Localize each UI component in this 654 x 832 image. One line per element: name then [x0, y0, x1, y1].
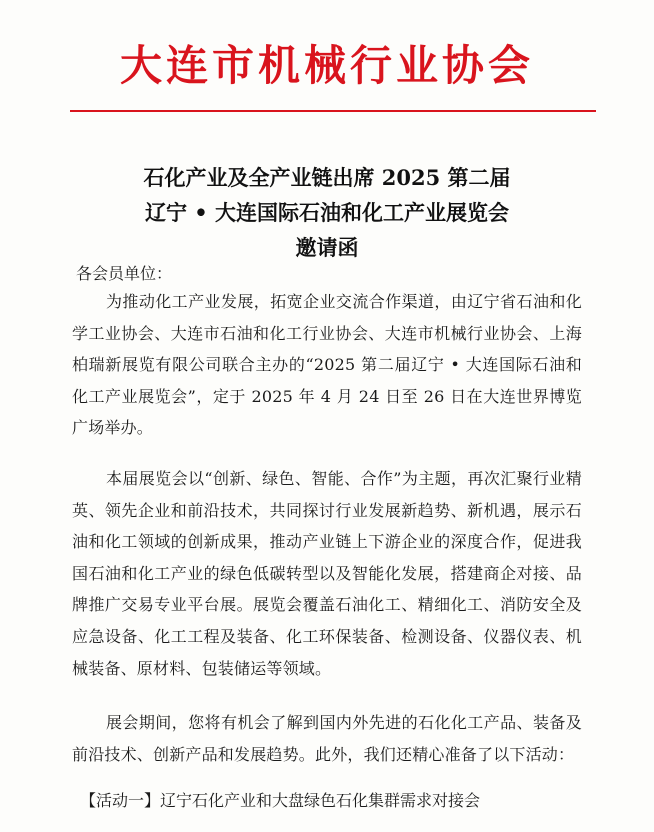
- letterhead-divider: [70, 110, 596, 112]
- organization-letterhead: 大连市机械行业协会: [119, 41, 534, 90]
- paragraph: 本届展览会以“创新、绿色、智能、合作”为主题，再次汇聚行业精英、领先企业和前沿技术，共同探讨行业发展新趋势、新机遇，展示石油和化工领域的创新成果，推动产业链上下游企业的深度合作，促进我国石油和化工产业的绿色低碳转型以及智能化发展，搭建商企对接、品牌推广交易专业平台展。展览会覆盖石油化工、精细化工、消防安全及应急设备、化工工程及装备、化工环保装备、检测设备、仪器仪表、机械装备、原材料、包装储运等领域。: [72, 469, 582, 678]
- activity-item: 【活动一】辽宁石化产业和大盘绿色石化集群需求对接会: [80, 791, 481, 810]
- salutation: 各会员单位：: [76, 264, 173, 283]
- document-title-line-2: 辽宁 • 大连国际石油和化工产业展览会: [144, 200, 510, 225]
- paragraph: 为推动化工产业发展，拓宽企业交流合作渠道，由辽宁省石油和化学工业协会、大连市石油和化工行业协会、大连市机械行业协会、上海柏瑞新展览有限公司联合主办的“2025 第二届辽宁 • 大连国际石油和化工产业展览会”，定于 2025 年 4 月 24 日至 26 日在大连世界博览广场举办。: [72, 292, 582, 438]
- paragraph: 展会期间，您将有机会了解到国内外先进的石化化工产品、装备及前沿技术、创新产品和发展趋势。此外，我们还精心准备了以下活动：: [72, 713, 582, 764]
- document-title-line-1: 石化产业及全产业链出席 2025 第二届: [143, 165, 511, 190]
- document-title-line-3: 邀请函: [295, 235, 359, 260]
